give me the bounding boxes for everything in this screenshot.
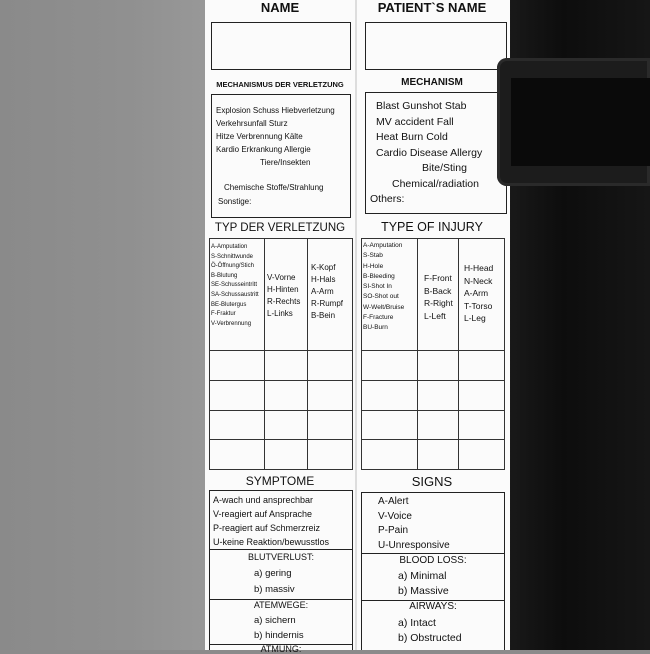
injury-type: SO-Shot out [363, 293, 399, 301]
injury-type: SA-Schussaustritt [211, 291, 259, 298]
name-label-en: PATIENT`S NAME [377, 0, 487, 15]
strap-loop [511, 78, 650, 166]
injury-entry-cell [418, 410, 459, 440]
divider [210, 549, 352, 550]
injury-entry-cell [265, 440, 308, 470]
injury-type: F-Fraktur [211, 311, 236, 318]
injury-grid-de [209, 238, 353, 470]
injury-entry-cell [418, 440, 459, 470]
injury-type: V-Verbrennung [211, 320, 252, 327]
injury-entry-cell [362, 380, 418, 410]
symptom-item: P-reagiert auf Schmerzreiz [213, 523, 321, 533]
injury-location: T-Torso [464, 300, 493, 311]
injury-location: K-Kopf [311, 263, 336, 272]
blood-option: a) gering [254, 568, 292, 579]
airway-title-de: ATEMWEGE: [253, 600, 309, 610]
injury-entry-cell [362, 410, 418, 440]
mechanism-other-de: Sonstige: [218, 197, 252, 206]
blood-option: a) Minimal [398, 570, 447, 582]
mechanism-line: Blast Gunshot Stab [376, 100, 467, 112]
injury-side: B-Back [424, 285, 452, 296]
injury-entry-cell [265, 351, 308, 381]
injury-location: H-Head [464, 263, 494, 273]
injury-type: B-Bleeding [363, 272, 395, 280]
blood-option: b) Massive [398, 585, 449, 597]
injury-entry-cell [265, 380, 308, 410]
name-field-en [365, 22, 507, 70]
injury-entry-cell [418, 380, 459, 410]
injury-location-cell [459, 239, 505, 351]
injury-entry-cell [418, 351, 459, 381]
mechanism-line: Bite/Sting [422, 162, 467, 174]
airway-option: a) sichern [254, 615, 296, 626]
injury-type: BE-Blutergus [211, 301, 247, 308]
injury-side: F-Front [424, 273, 452, 283]
injury-type: H-Hole [363, 262, 384, 270]
airway-option: b) hindernis [254, 630, 304, 641]
injury-side: V-Vorne [267, 273, 296, 282]
sign-item: A-Alert [378, 496, 409, 507]
sign-item: U-Unresponsive [378, 539, 450, 551]
black-strap [497, 58, 650, 186]
german-triage-card [205, 0, 355, 654]
injury-entry-cell [210, 440, 265, 470]
injury-location: N-Neck [464, 275, 493, 286]
mechanism-line: Tiere/Insekten [260, 158, 311, 167]
injury-entry-cell [308, 410, 353, 440]
injury-location: A-Arm [464, 288, 489, 298]
injury-entry-cell [459, 440, 505, 470]
mechanism-box-en [365, 92, 507, 214]
gray-fabric-background [0, 0, 215, 650]
name-field-de [211, 22, 351, 70]
injury-type: A-Amputation [211, 244, 248, 250]
injury-entry-cell [308, 380, 353, 410]
blood-title-de: BLUTVERLUST: [247, 552, 315, 562]
mechanism-title-de: MECHANISMUS DER VERLETZUNG [216, 80, 344, 89]
injury-entry-cell [210, 351, 265, 381]
mechanism-line: Others: [370, 193, 405, 205]
injury-entry-cell [362, 351, 418, 381]
injury-entry-cell [459, 380, 505, 410]
injury-entry-cell [459, 351, 505, 381]
blood-option: b) massiv [254, 584, 295, 595]
injury-type: B-Blutung [211, 272, 238, 279]
symptoms-title-de: SYMPTOME [245, 474, 315, 488]
airway-option: a) Intact [398, 617, 436, 629]
injury-location: L-Leg [464, 313, 486, 323]
injury-type: A-Amputation [363, 242, 403, 249]
english-triage-card [355, 0, 510, 650]
injury-type: Ö-Öffnung/Stich [211, 263, 254, 270]
injury-side: R-Right [424, 298, 453, 308]
symptom-item: V-reagiert auf Ansprache [213, 509, 313, 519]
symptoms-box-de [209, 490, 353, 654]
injury-location: R-Rumpf [311, 299, 344, 308]
mechanism-line: MV accident Fall [376, 115, 454, 128]
mechanism-line: Hitze Verbrennung Kälte [216, 132, 303, 141]
signs-box-en [361, 492, 505, 650]
mechanism-line: Kardio Erkrankung Allergie [216, 145, 311, 154]
injury-side: L-Left [424, 310, 446, 321]
injury-location: H-Hals [311, 275, 336, 284]
injury-side: R-Rechts [267, 297, 301, 306]
injury-type: BU-Burn [363, 324, 388, 332]
mechanism-line: Explosion Schuss Hiebverletzung [216, 106, 335, 115]
injury-type-cell [362, 239, 418, 351]
mechanism-line: Heat Burn Cold [376, 131, 448, 143]
injury-entry-cell [362, 440, 418, 470]
signs-title-en: SIGNS [411, 474, 453, 489]
injury-type-cell [210, 239, 265, 351]
injury-grid-en [361, 238, 505, 470]
divider [362, 553, 504, 554]
symptom-item: A-wach und ansprechbar [213, 495, 314, 505]
name-label-de: NAME [260, 0, 300, 15]
injury-title-de: TYP DER VERLETZUNG [214, 222, 346, 234]
injury-entry-cell [210, 410, 265, 440]
injury-location-cell [308, 239, 353, 351]
breath-title-de: ATMUNG: [260, 644, 302, 654]
mechanism-line: Cardio Disease Allergy [376, 146, 483, 159]
mechanism-box-de [211, 94, 351, 218]
injury-side: L-Links [267, 309, 293, 318]
injury-title-en: TYPE OF INJURY [381, 220, 483, 234]
injury-type: W-Welt/Bruise [363, 303, 405, 311]
sign-item: V-Voice [378, 510, 412, 522]
injury-type: SI-Shot In [363, 283, 392, 291]
mechanism-chem-de: Chemische Stoffe/Strahlung [224, 183, 324, 192]
mechanism-title-en: MECHANISM [401, 77, 463, 88]
injury-type: F-Fracture [363, 314, 394, 322]
mechanism-line: Chemical/radiation [392, 177, 479, 190]
injury-type: S-Stab [363, 252, 383, 260]
symptom-item: U-keine Reaktion/bewusstlos [213, 537, 330, 547]
airway-title-en: AIRWAYS: [409, 601, 457, 612]
blood-title-en: BLOOD LOSS: [399, 555, 467, 566]
injury-entry-cell [265, 410, 308, 440]
injury-type: S-Schnittwunde [211, 253, 254, 260]
injury-entry-cell [459, 410, 505, 440]
injury-side-cell [418, 239, 459, 351]
injury-type: SE-Schusseintritt [211, 282, 258, 289]
injury-side-cell [265, 239, 308, 351]
mechanism-line: Verkehrsunfall Sturz [216, 119, 288, 128]
injury-location: B-Bein [311, 311, 336, 320]
injury-entry-cell [210, 380, 265, 410]
sign-item: P-Pain [378, 525, 409, 536]
injury-entry-cell [308, 440, 353, 470]
injury-entry-cell [308, 351, 353, 381]
injury-location: A-Arm [311, 287, 334, 296]
injury-side: H-Hinten [267, 285, 299, 294]
airway-option: b) Obstructed [398, 632, 462, 644]
